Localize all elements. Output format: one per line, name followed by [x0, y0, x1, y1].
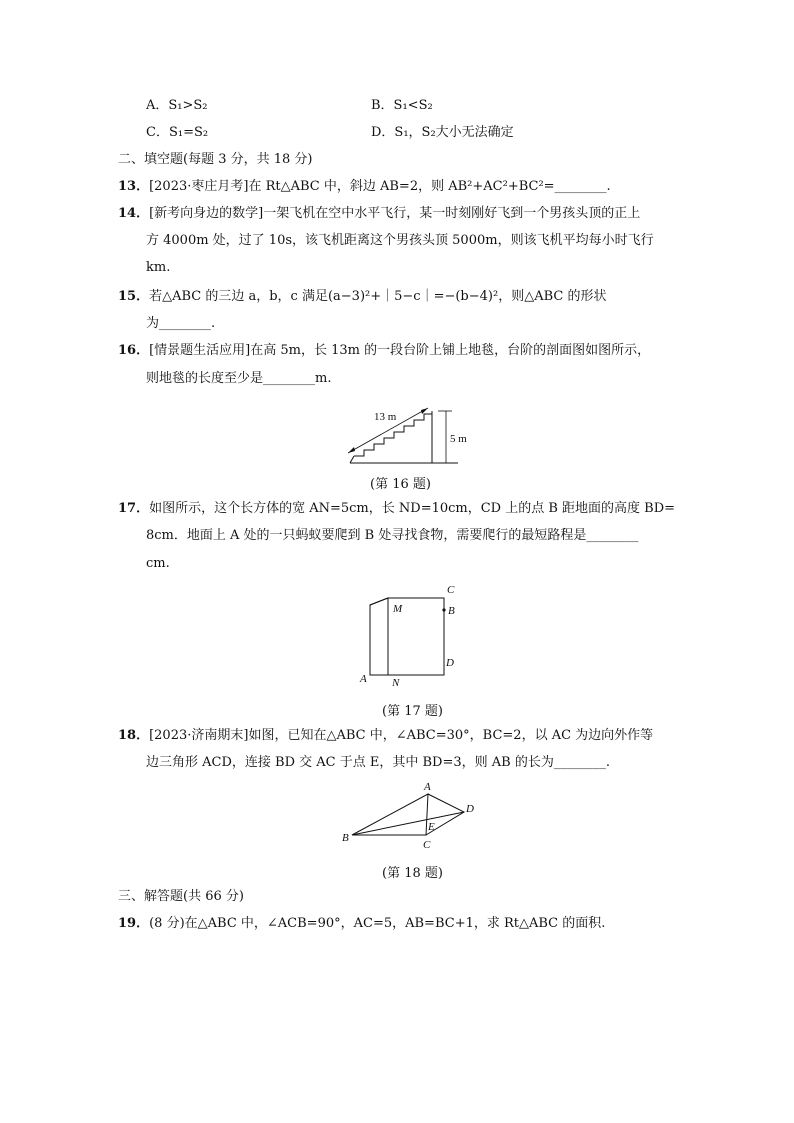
question-17-line2: 8cm．地面上 A 处的一只蚂蚁要爬到 B 处寻找食物，需要爬行的最短路程是________ — [146, 528, 639, 543]
figure-17-cuboid — [356, 580, 476, 690]
figure-17-caption: (第 17 题) — [382, 704, 443, 719]
figure-16-height-label: 5 m — [450, 433, 467, 445]
figure-18-label-a: A — [424, 781, 431, 793]
figure-16-length-label: 13 m — [374, 411, 397, 423]
question-text: [2023·枣庄月考]在 Rt△ABC 中，斜边 AB=2，则 AB²+AC²+BC²=________. — [149, 179, 611, 194]
figure-18-label-b: B — [342, 832, 349, 844]
question-15-line2: 为________. — [146, 316, 216, 331]
option-d: D．S₁，S₂大小无法确定 — [371, 125, 514, 140]
option-c: C．S₁=S₂ — [146, 125, 209, 140]
question-14-line2: 方 4000m 处，过了 10s，该飞机距离这个男孩头顶 5000m，则该飞机平均每小时飞行 — [146, 233, 654, 248]
figure-18-triangles — [340, 780, 480, 852]
figure-17-label-m: M — [393, 603, 403, 615]
question-number: 16． — [118, 343, 150, 358]
question-17-line3: cm. — [146, 556, 170, 571]
section-heading-fill-in: 二、填空题(每题 3 分，共 18 分) — [118, 152, 313, 167]
figure-17-label-d: D — [446, 657, 454, 669]
question-text-line1: [2023·济南期末]如图，已知在△ABC 中，∠ABC=30°，BC=2，以 AC 为边向外作等 — [149, 728, 654, 743]
figure-17-label-b: B — [448, 605, 455, 617]
question-14-line3: km. — [146, 260, 171, 275]
option-a: A．S₁>S₂ — [146, 98, 208, 113]
question-text-line1: 若△ABC 的三边 a，b，c 满足(a−3)²+｜5−c｜=−(b−4)²，则△ABC 的形状 — [149, 289, 607, 304]
question-number: 17． — [118, 501, 150, 516]
question-number: 14． — [118, 206, 150, 221]
question-number: 15． — [118, 289, 150, 304]
figure-16-caption: (第 16 题) — [370, 477, 431, 492]
question-16-line2: 则地毯的长度至少是________m. — [146, 371, 332, 386]
question-text-line1: 如图所示，这个长方体的宽 AN=5cm，长 ND=10cm，CD 上的点 B 距地面的高度 BD= — [149, 501, 676, 516]
question-text: (8 分)在△ABC 中，∠ACB=90°，AC=5，AB=BC+1，求 Rt△ABC 的面积. — [149, 916, 606, 931]
question-number: 19． — [118, 916, 150, 931]
figure-18-caption: (第 18 题) — [382, 866, 443, 881]
question-17 — [118, 500, 675, 518]
question-text-line1: [新考向身边的数学]一架飞机在空中水平飞行，某一时刻刚好飞到一个男孩头顶的正上 — [149, 206, 641, 221]
question-18-line2: 边三角形 ACD，连接 BD 交 AC 于点 E，其中 BD=3，则 AB 的长为________. — [146, 755, 610, 770]
question-18 — [118, 727, 653, 745]
figure-16-staircase — [340, 398, 480, 468]
figure-17-label-c: C — [447, 584, 455, 596]
question-16 — [118, 342, 650, 360]
question-15 — [118, 288, 606, 306]
question-number: 13． — [118, 179, 150, 194]
question-19 — [118, 915, 605, 933]
question-14 — [118, 205, 640, 223]
question-number: 18． — [118, 728, 150, 743]
figure-17-label-n: N — [392, 677, 400, 689]
figure-18-label-c: C — [423, 839, 431, 851]
figure-18-label-d: D — [466, 803, 474, 815]
question-13 — [118, 178, 611, 196]
figure-17-label-a: A — [360, 673, 367, 685]
figure-18-label-e: E — [428, 821, 435, 833]
section-heading-answer: 三、解答题(共 66 分) — [118, 889, 244, 904]
option-b: B．S₁<S₂ — [371, 98, 433, 113]
question-text-line1: [情景题生活应用]在高 5m，长 13m 的一段台阶上铺上地毯，台阶的剖面图如图所示， — [149, 343, 651, 358]
